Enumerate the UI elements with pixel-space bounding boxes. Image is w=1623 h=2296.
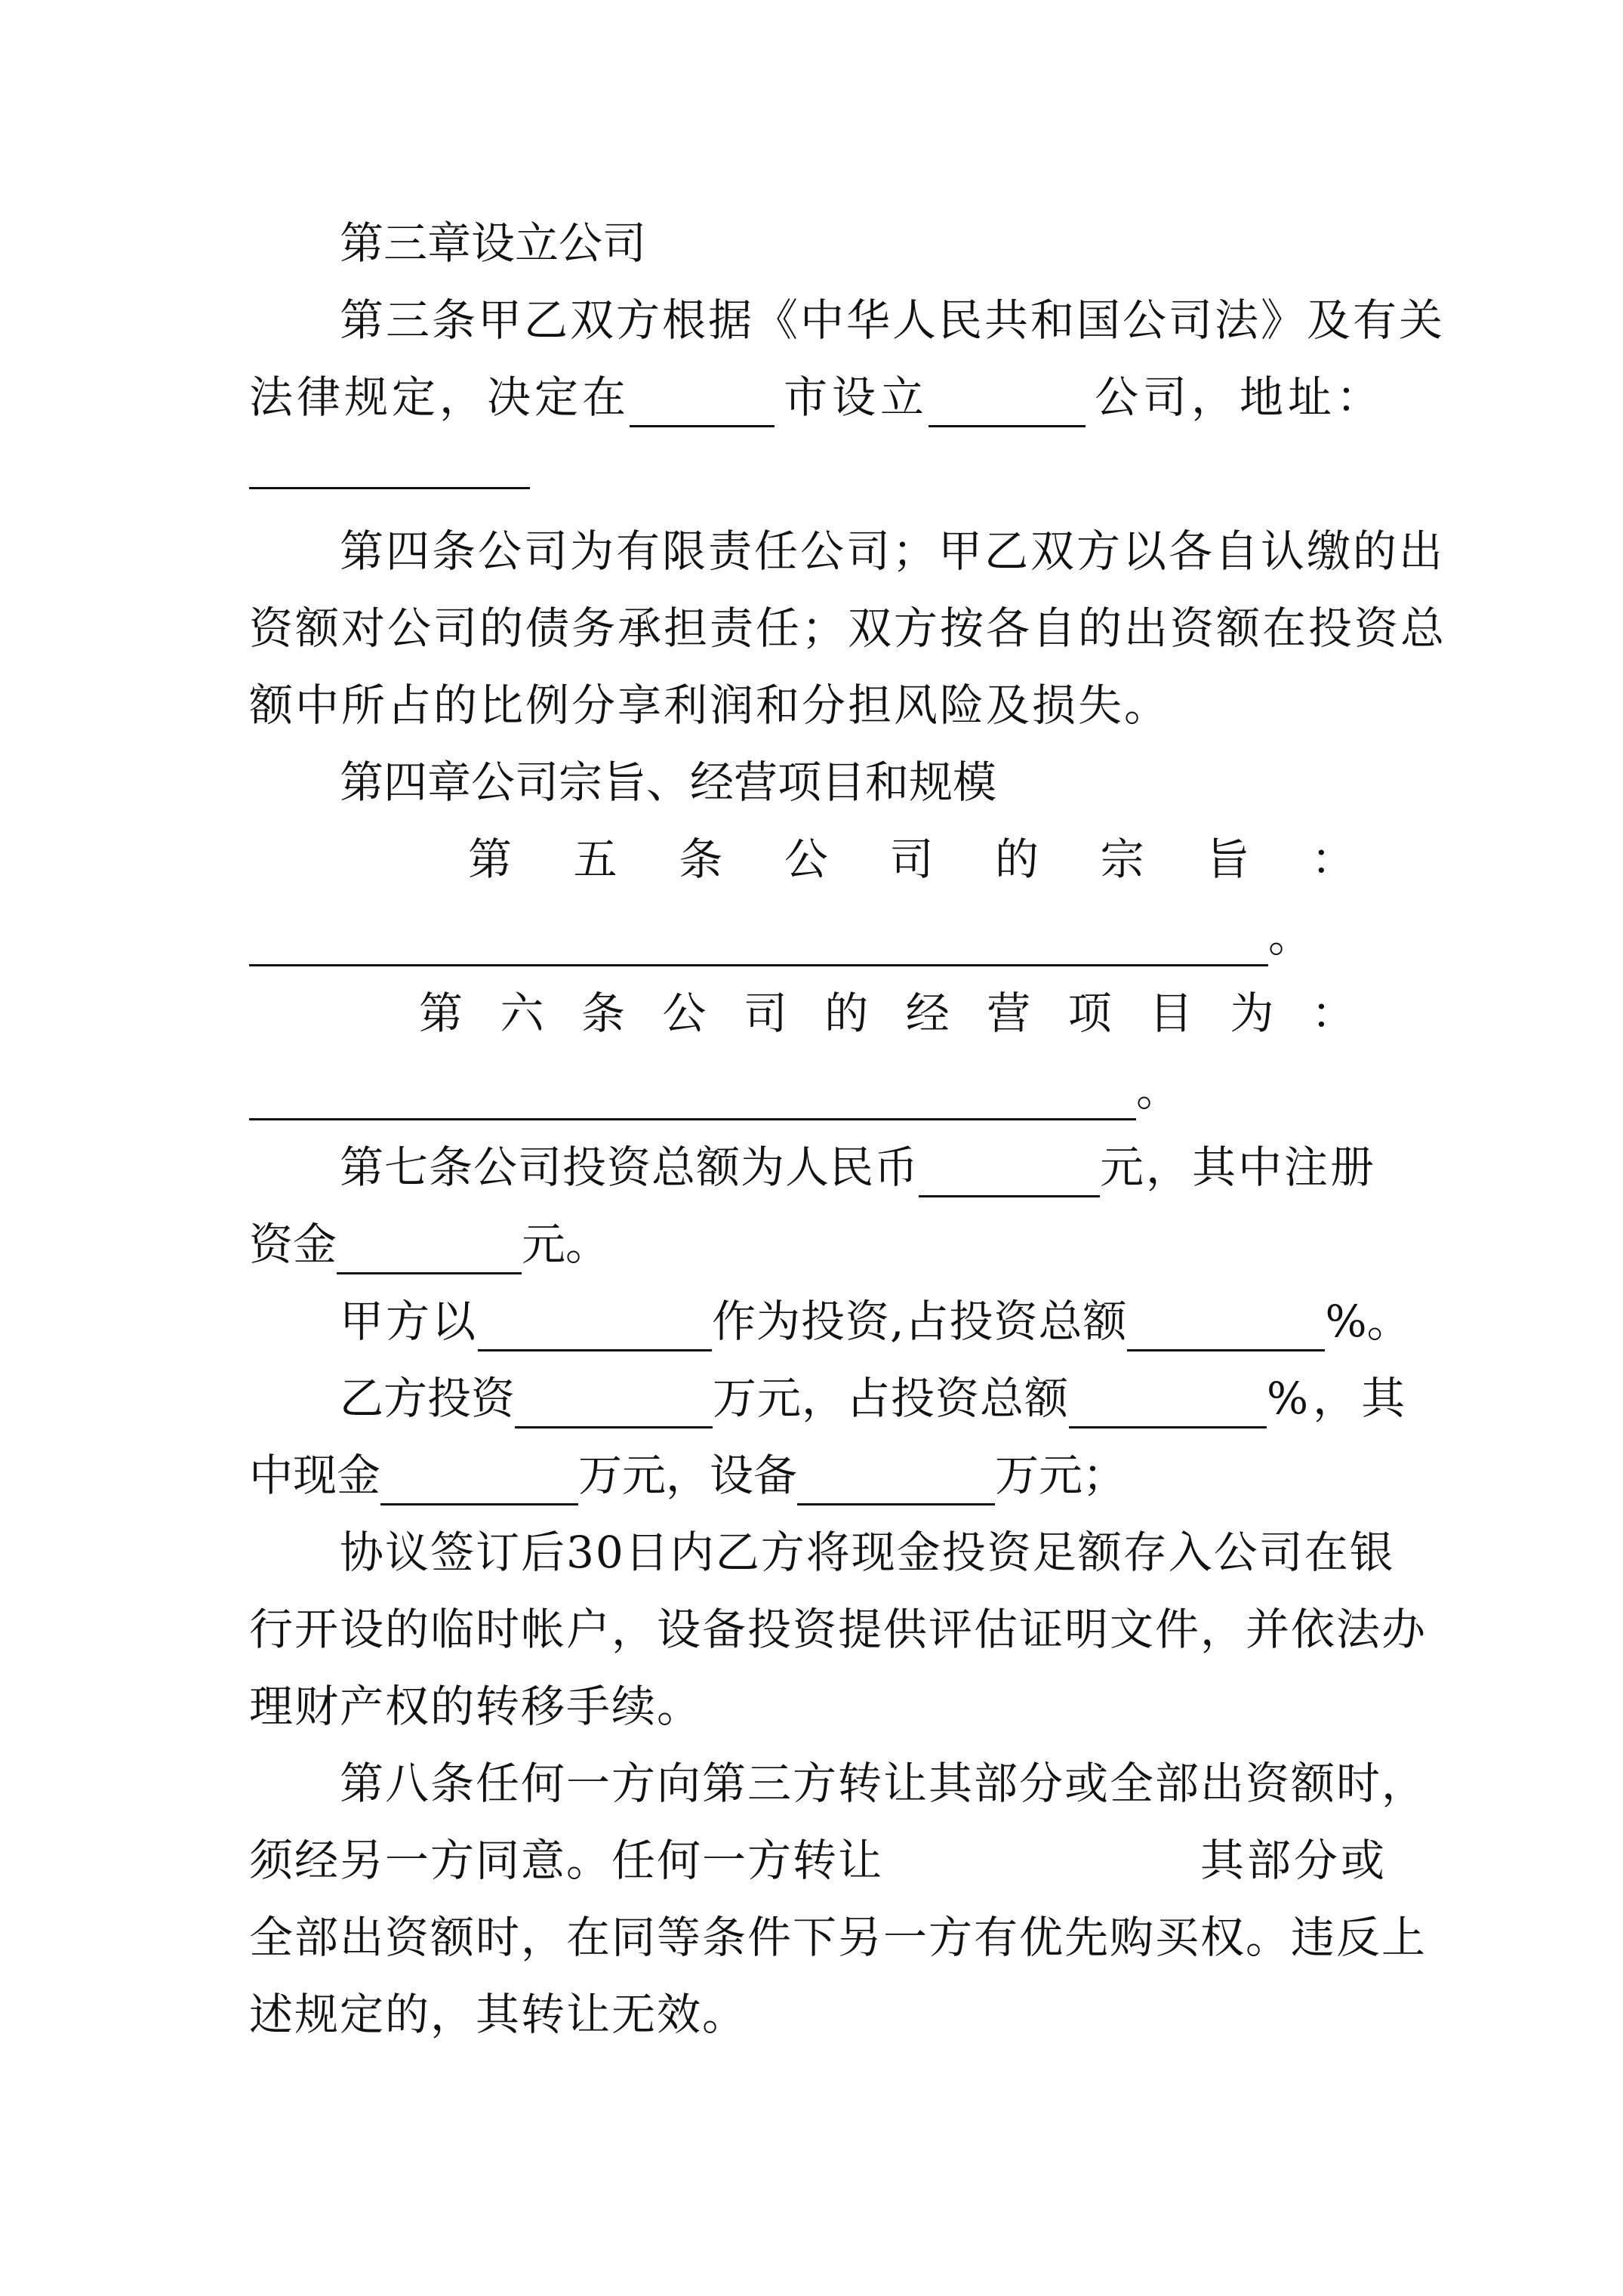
party-b-text-c: %，其 [1267,1373,1410,1424]
article-5-char: 宗 [1100,834,1144,885]
party-a-text-c: %。 [1325,1296,1411,1347]
chapter-3-heading: 第三章设立公司 [340,217,647,269]
article-5-char: 五 [573,834,617,885]
article-4-line-2: 资额对公司的债务承担责任；双方按各自的出资额在投资总 [249,603,1447,654]
party-b-line-2 [249,1445,1126,1505]
article-6-char: 经 [905,988,950,1039]
article-5-line-1 [468,829,1355,889]
article-5-char: 的 [995,834,1039,885]
article-3-text-c: 公司，地址： [1095,371,1385,423]
article-6-char: 第 [419,988,463,1039]
article-6-char: 六 [500,988,544,1039]
party-b-investment-blank [515,1379,713,1428]
article-3-line-2 [249,367,1384,427]
article-5-char: 条 [679,834,723,885]
party-b-cash-blank [380,1456,578,1505]
article-8-line-4: 述规定的，其转让无效。 [249,1989,748,2040]
article-7-text-c: 资金 [249,1219,337,1270]
party-b-equipment-blank [797,1456,995,1505]
party-a-text-b: 作为投资,占投资总额 [712,1296,1128,1347]
party-b-text-d: 中现金 [249,1450,381,1501]
article-8-text-a: 须经另一方同意。任何一方转让 [249,1835,884,1886]
chapter-4-heading: 第四章公司宗旨、经营项目和规模 [340,757,997,808]
party-b-text-f: 万元； [995,1450,1127,1501]
article-5-char: 旨 [1206,834,1250,885]
article-3-text-b: 市设立 [784,371,929,423]
article-6-period: 。 [1136,1065,1181,1116]
article-8-text-b: 其部分或 [1200,1835,1388,1886]
company-name-blank [929,378,1086,427]
article-6-line-1 [419,983,1355,1043]
party-b-percentage-blank [1069,1379,1267,1428]
article-6-char: 项 [1067,988,1112,1039]
agreement-line-3: 理财产权的转移手续。 [249,1681,703,1732]
address-blank [249,487,530,489]
article-8-line-1: 第八条任何一方向第三方转让其部分或全部出资额时， [340,1758,1427,1809]
total-investment-blank [919,1148,1100,1197]
registered-capital-blank [337,1225,522,1274]
party-b-line-1 [340,1368,1409,1428]
article-6-char: ： [1310,988,1355,1039]
article-6-char: 条 [581,988,625,1039]
article-5-char: 司 [889,834,934,885]
article-8-line-2 [249,1830,1387,1891]
city-blank [630,378,775,427]
article-5-char: ： [1310,834,1355,885]
article-6-char: 公 [662,988,707,1039]
party-b-text-a: 乙方投资 [340,1373,516,1424]
agreement-line-2: 行开设的临时帐户，设备投资提供评估证明文件，并依法办 [249,1604,1427,1655]
article-7-text-b: 元，其中注册 [1100,1142,1377,1193]
article-6-char: 营 [987,988,1031,1039]
article-5-period: 。 [1268,911,1313,962]
article-5-char: 公 [784,834,828,885]
article-3-text-a: 法律规定，决定在 [249,371,630,423]
article-7-line-2 [249,1214,609,1274]
article-5-char: 第 [468,834,513,885]
article-6-char: 为 [1230,988,1274,1039]
party-a-contribution-blank [478,1302,712,1351]
party-a-percentage-blank [1127,1302,1325,1351]
article-6-char: 目 [1149,988,1193,1039]
party-a-line [340,1291,1411,1351]
article-7-text-a: 第七条公司投资总额为人民币 [340,1142,919,1193]
article-8-line-3: 全部出资额时，在同等条件下另一方有优先购买权。违反上 [249,1912,1427,1963]
party-b-text-e: 万元，设备 [578,1450,798,1501]
article-7-text-d: 元。 [522,1219,610,1270]
party-b-text-b: 万元，占投资总额 [713,1373,1070,1424]
article-4-line-3: 额中所占的比例分享利润和分担风险及损失。 [249,680,1171,731]
article-6-char: 司 [743,988,787,1039]
article-5-line-2 [249,906,1312,966]
party-a-text-a: 甲方以 [340,1296,479,1347]
article-6-char: 的 [824,988,869,1039]
article-7-line-1 [340,1137,1376,1197]
article-4-line-1: 第四条公司为有限责任公司；甲乙双方以各自认缴的出 [340,525,1446,577]
article-3-line-1: 第三条甲乙双方根据《中华人民共和国公司法》及有关 [340,294,1446,346]
article-6-line-2 [249,1060,1180,1120]
agreement-line-1: 协议签订后30日内乙方将现金投资足额存入公司在银 [340,1527,1395,1578]
business-scope-blank [249,1071,1136,1120]
purpose-blank [249,917,1268,966]
